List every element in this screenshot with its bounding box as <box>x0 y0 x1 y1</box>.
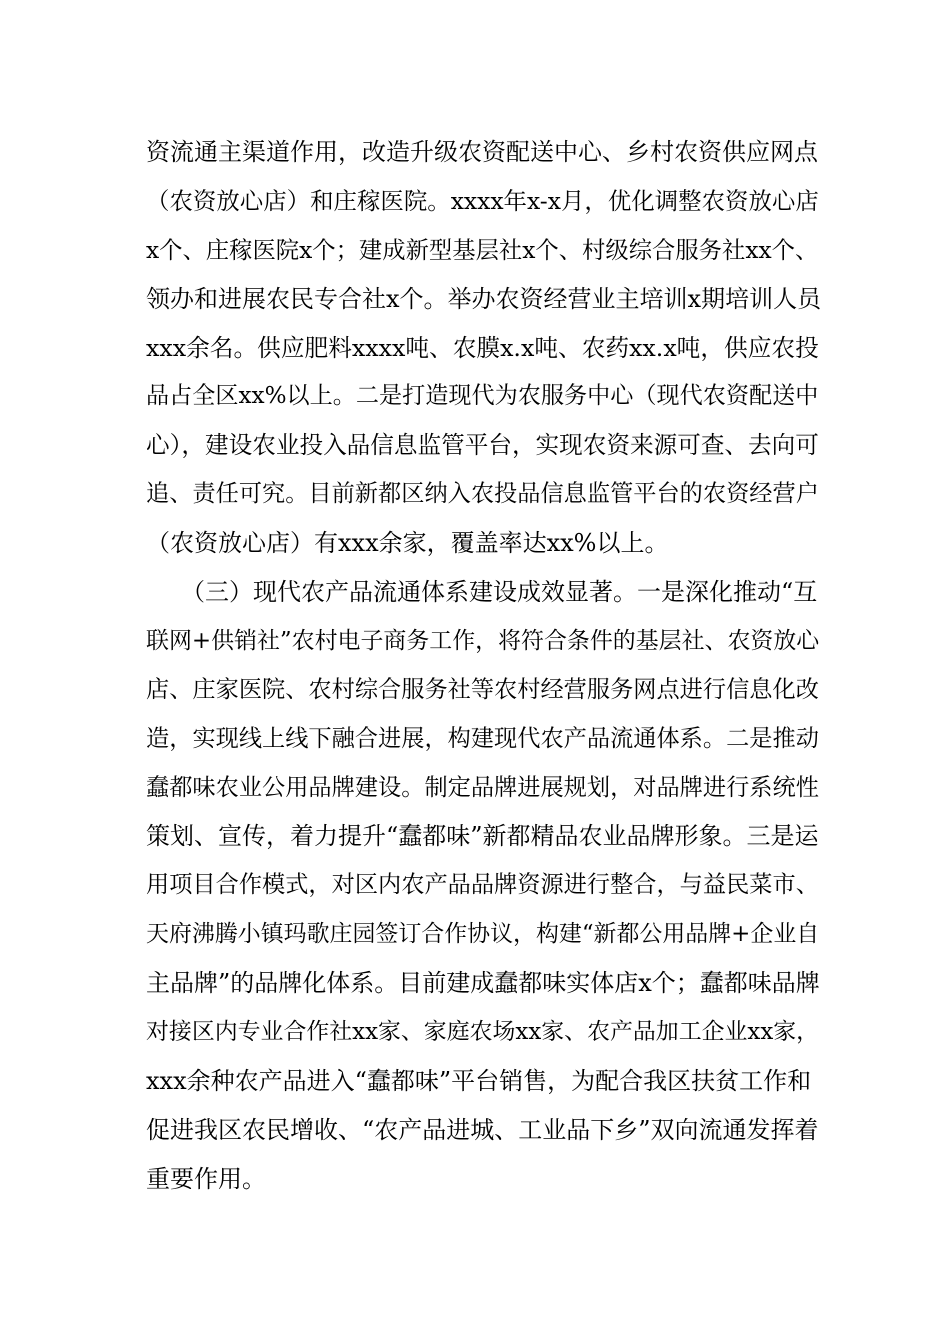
text-line: 联网+供销社”农村电子商务工作，将符合条件的基层社、农资放心 <box>146 627 820 654</box>
text-line: 资流通主渠道作用，改造升级农资配送中心、乡村农资供应网点 <box>146 138 818 166</box>
text-line: 策划、宣传，着力提升“蠢都味”新都精品农业品牌形象。三是运 <box>146 822 819 851</box>
text-line: 天府沸腾小镇玛歌庄园签订合作协议，构建“新都公用品牌+企业自 <box>146 921 820 948</box>
text-line: 用项目合作模式，对区内农产品品牌资源进行整合，与益民菜市、 <box>146 871 819 899</box>
text-line: 重要作用。 <box>146 1164 266 1193</box>
text-line: 心），建设农业投入品信息监管平台，实现农资来源可查、去向可 <box>146 431 819 460</box>
section-heading-line: （三）现代农产品流通体系建设成效显著。一是深化推动“互 <box>181 578 818 607</box>
text-line: 促进我区农民增收、“农产品进城、工业品下乡”双向流通发挥着 <box>146 1115 819 1144</box>
text-line: 领办和进展农民专合社x个。举办农资经营业主培训x期培训人员 <box>146 284 822 313</box>
text-line: （农资放心店）有xxx余家，覆盖率达xx%以上。 <box>146 529 669 558</box>
text-line: x个、庄稼医院x个；建成新型基层社x个、村级综合服务社xx个、 <box>146 235 819 264</box>
text-line: xxx余种农产品进入“蠢都味”平台销售，为配合我区扶贫工作和 <box>146 1066 812 1095</box>
text-line: 品占全区xx%以上。二是打造现代为农服务中心（现代农资配送中 <box>146 383 819 410</box>
text-line: 店、庄家医院、农村综合服务社等农村经营服务网点进行信息化改 <box>146 675 819 703</box>
text-line: 追、责任可究。目前新都区纳入农投品信息监管平台的农资经营户 <box>146 480 819 508</box>
text-line: 蠢都味农业公用品牌建设。制定品牌进展规划，对品牌进行系统性 <box>146 773 819 801</box>
text-line: 造，实现线上线下融合进展，构建现代农产品流通体系。二是推动 <box>146 724 819 752</box>
text-line: xxx余名。供应肥料xxxx吨、农膜x.x吨、农药xx.x吨，供应农投 <box>146 333 819 362</box>
text-line: 对接区内专业合作社xx家、家庭农场xx家、农产品加工企业xx家， <box>146 1019 820 1046</box>
text-line: （农资放心店）和庄稼医院。xxxx年x-x月，优化调整农资放心店 <box>146 186 819 215</box>
document-body <box>146 128 826 1204</box>
text-line: 主品牌”的品牌化体系。目前建成蠢都味实体店x个；蠢都味品牌 <box>146 969 820 998</box>
